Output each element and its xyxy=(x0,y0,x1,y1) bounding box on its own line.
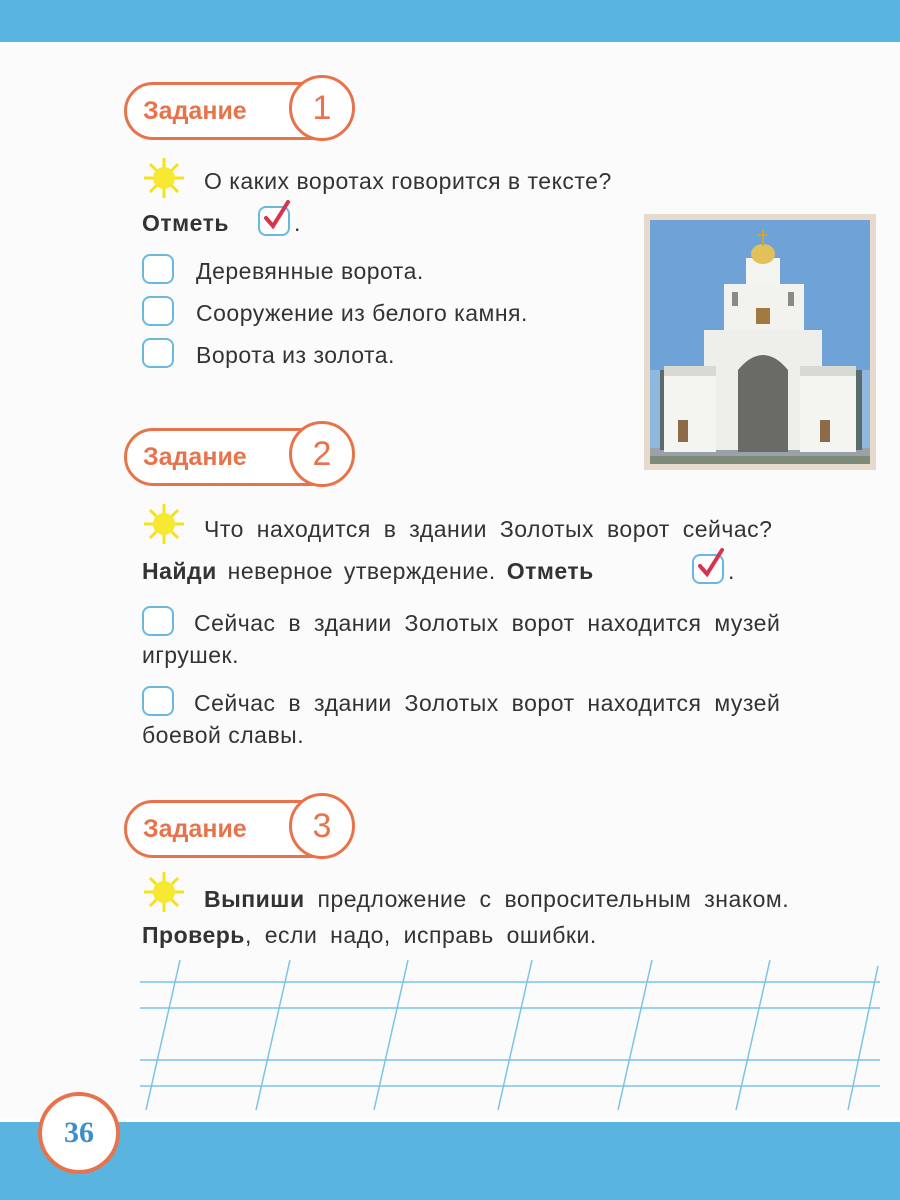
task-3-line-1 xyxy=(204,886,789,913)
writing-area[interactable] xyxy=(140,960,880,1110)
bottom-band xyxy=(0,1122,900,1200)
task-2-instruction xyxy=(142,558,594,585)
task-2-option-2-line-2: боевой славы. xyxy=(142,722,305,748)
checkmark-example xyxy=(258,206,290,236)
task-3-bold-check: Проверь xyxy=(142,922,245,948)
task-1-option-2: Сооружение из белого камня. xyxy=(196,300,528,326)
bottom-rule xyxy=(0,1118,900,1121)
task-1-instruction xyxy=(142,210,229,237)
task-number: 1 xyxy=(289,75,355,141)
task-2-option-1-line-2: игрушек. xyxy=(142,642,239,668)
instruction-end: . xyxy=(728,558,735,584)
task-1-option-1: Деревянные ворота. xyxy=(196,258,424,284)
task-2-option-2-checkbox[interactable] xyxy=(142,686,174,716)
sun-icon xyxy=(142,870,186,914)
task-1-option-3-checkbox[interactable] xyxy=(142,338,174,368)
task-3-line-2 xyxy=(142,922,597,949)
instruction-end: . xyxy=(294,210,301,236)
task-1-question: О каких воротах говорится в тексте? xyxy=(204,168,612,194)
checkmark-icon xyxy=(696,546,726,580)
task-3-bold-write: Выпиши xyxy=(204,886,305,912)
checkmark-example xyxy=(692,554,724,584)
page-number: 36 xyxy=(38,1092,120,1174)
sun-icon xyxy=(142,502,186,546)
task-2-header xyxy=(124,428,352,486)
checkmark-icon xyxy=(262,198,292,232)
task-2-option-1-checkbox[interactable] xyxy=(142,606,174,636)
sun-icon xyxy=(142,156,186,200)
task-3-header xyxy=(124,800,352,858)
task-label: Задание xyxy=(143,97,247,125)
task-label: Задание xyxy=(143,815,247,843)
instruction-bold: Отметь xyxy=(142,210,230,236)
task-3-text-2: , если надо, исправь ошибки. xyxy=(244,922,597,948)
task-1-option-1-checkbox[interactable] xyxy=(142,254,174,284)
task-2-question: Что находится в здании Золотых ворот сейчас? xyxy=(204,516,773,542)
instruction-text: неверное утверждение. xyxy=(227,558,496,584)
golden-gate-photo xyxy=(644,214,876,470)
instruction-bold-mark: Отметь xyxy=(506,558,594,584)
task-2-option-2-line-1: Сейчас в здании Золотых ворот находится музей xyxy=(194,690,781,716)
task-1-option-2-checkbox[interactable] xyxy=(142,296,174,326)
task-1-option-3: Ворота из золота. xyxy=(196,342,395,368)
task-3-text-1: предложение с вопросительным знаком. xyxy=(317,886,790,912)
task-number: 3 xyxy=(289,793,355,859)
task-2-option-1-line-1: Сейчас в здании Золотых ворот находится музей xyxy=(194,610,781,636)
task-1-header xyxy=(124,82,352,140)
task-label: Задание xyxy=(143,443,247,471)
task-number: 2 xyxy=(289,421,355,487)
instruction-bold-find: Найди xyxy=(142,558,217,584)
